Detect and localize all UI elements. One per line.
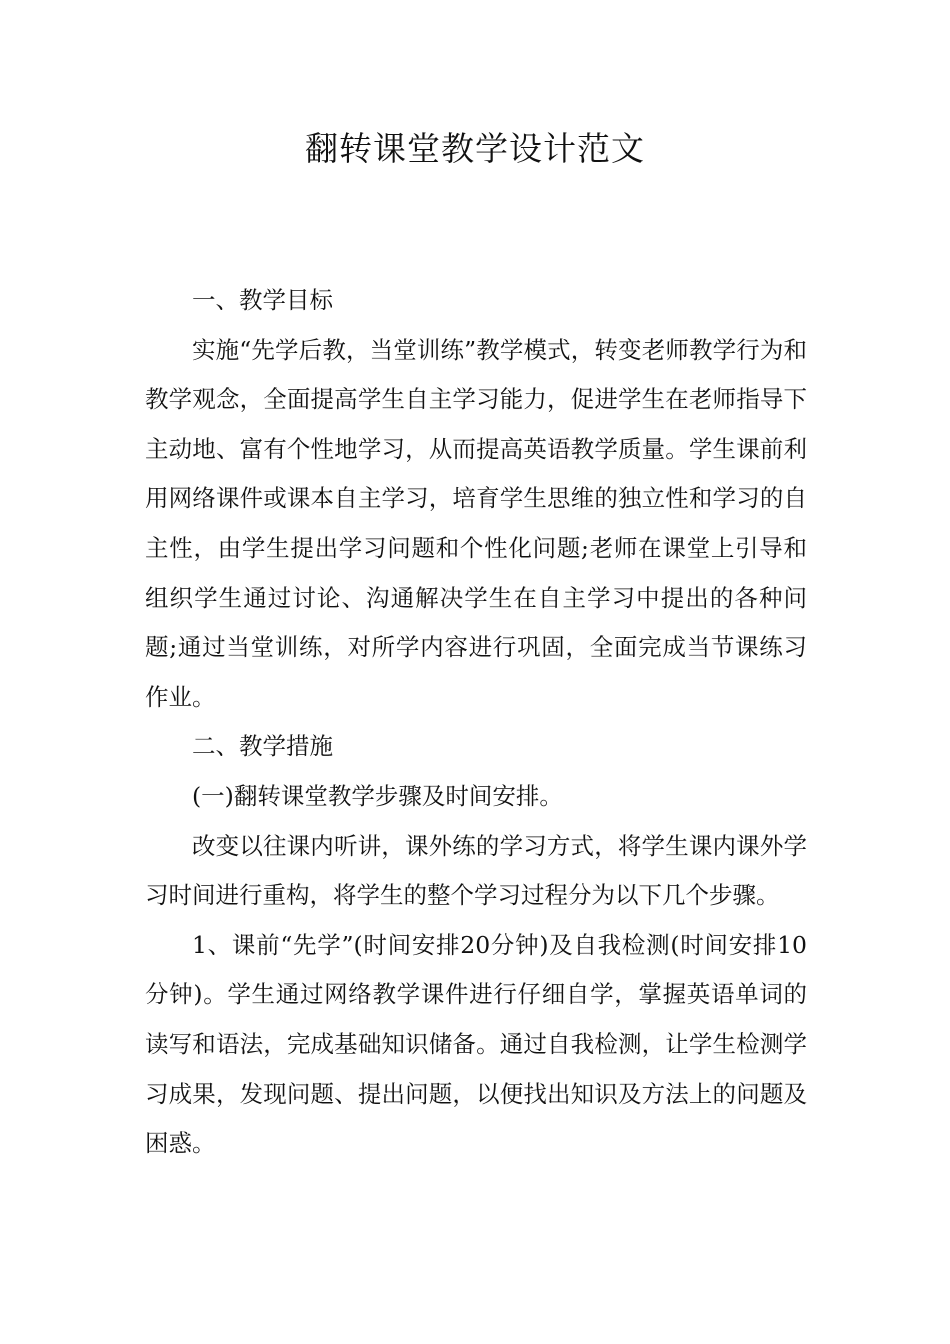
paragraph-restructure: 改变以往课内听讲，课外练的学习方式，将学生课内课外学习时间进行重构，将学生的整个学习过程分为以下几个步骤。	[145, 831, 807, 910]
heading-teaching-goals: 一、教学目标	[192, 286, 333, 314]
heading-teaching-measures: 二、教学措施	[192, 732, 333, 761]
document-body	[145, 276, 807, 1169]
paragraph-teaching-goals: 实施“先学后教，当堂训练”教学模式，转变老师教学行为和教学观念，全面提高学生自主学习能力，促进学生在老师指导下主动地、富有个性地学习，从而提高英语教学质量。学生课前利用网络课件或课本自主学习，培育学生思维的独立性和学习的自主性，由学生提出学习问题和个性化问题;老师在课堂上引导和组织学生通过讨论、沟通解决学生在自主学习中提出的各种问题;通过当堂训练，对所学内容进行巩固，全面完成当节课练习作业。	[145, 335, 807, 711]
subheading-steps-and-schedule: (一)翻转课堂教学步骤及时间安排。	[192, 781, 563, 810]
document-title: 翻转课堂教学设计范文	[305, 129, 645, 168]
paragraph-step-one: 1、课前“先学”(时间安排20分钟)及自我检测(时间安排10分钟)。学生通过网络教学课件进行仔细自学，掌握英语单词的读写和语法，完成基础知识储备。通过自我检测，让学生检测学习成果，发现问题、提出问题，以便找出知识及方法上的问题及困惑。	[145, 930, 807, 1158]
